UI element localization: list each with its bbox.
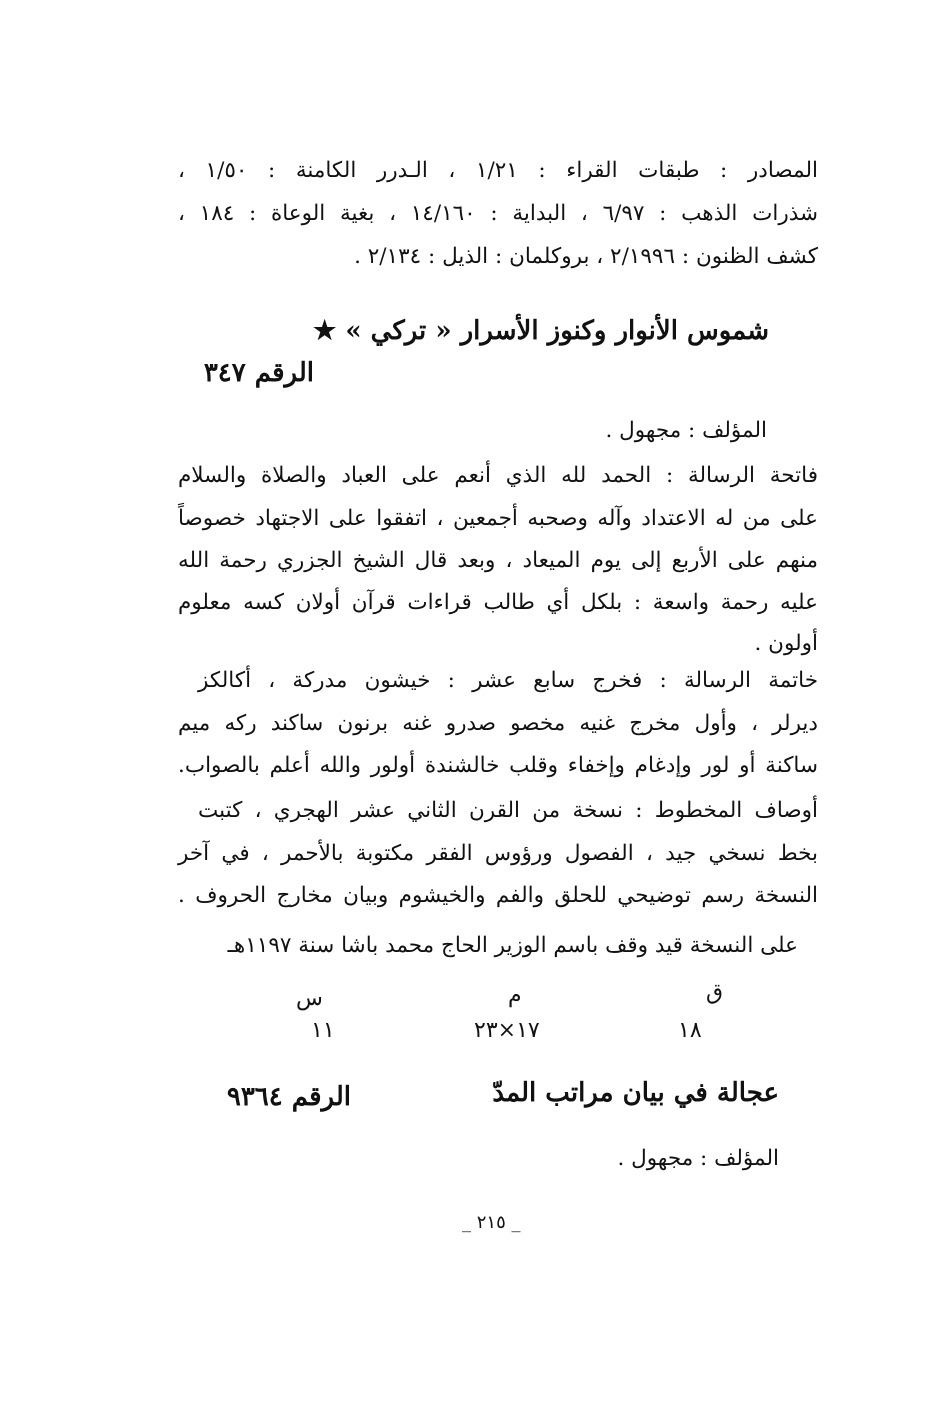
opening-line-5: أولون . — [754, 631, 818, 656]
table-value-lines: ١١ — [311, 1018, 335, 1043]
closing-line-1: خاتمة الرسالة : فخرج سابع عشر : خيشون مدركة ، أكالكز — [198, 668, 818, 693]
entry1-author: المؤلف : مجهول . — [605, 418, 767, 443]
description-line-1: أوصاف المخطوط : نسخة من القرن الثاني عشر الهجري ، كتبت — [198, 798, 818, 823]
closing-line-3: ساكنة أو لور وإدغام وإخفاء وقلب خالشندة أولور والله أعلم بالصواب. — [178, 753, 818, 778]
sources-line-3: كشف الظنون : ٢/١٩٩٦ ، بروكلمان : الذيل : ٢/١٣٤ . — [354, 244, 818, 269]
opening-line-3: منهم على الأربع إلى يوم الميعاد ، وبعد قال الشيخ الجزري رحمة الله — [178, 548, 818, 573]
endowment-note: على النسخة قيد وقف باسم الوزير الحاج محمد باشا سنة ١١٩٧هـ — [227, 933, 798, 958]
opening-line-1: فاتحة الرسالة : الحمد لله الذي أنعم على العباد والصلاة والسلام — [178, 463, 818, 488]
entry2-number: الرقم ٩٣٦٤ — [226, 1082, 351, 1112]
table-header-size: م — [508, 983, 522, 1008]
opening-line-2: على من له الاعتداد وآله وصحبه أجمعين ، اتفقوا على الاجتهاد خصوصاً — [178, 506, 818, 531]
entry2-author: المؤلف : مجهول . — [617, 1146, 779, 1171]
description-line-2: بخط نسخي جيد ، الفصول ورؤوس الفقر مكتوبة بالأحمر ، في آخر — [178, 841, 818, 866]
entry1-number: الرقم ٣٤٧ — [203, 358, 314, 388]
table-value-folios: ١٨ — [678, 1018, 702, 1043]
closing-line-2: ديرلر ، وأول مخرج غنيه مخصو صدرو غنه برنون ساكند ركه ميم — [178, 711, 818, 736]
sources-line-1: المصادر : طبقات القراء : ١/٢١ ، الـدرر الكامنة : ١/٥٠ ، — [178, 158, 818, 183]
table-value-size: ١٧×٢٣ — [474, 1018, 540, 1043]
opening-line-4: عليه رحمة واسعة : بلكل أي طالب قراءات قرآن أولان كسه معلوم — [178, 590, 818, 615]
table-header-lines: س — [296, 986, 323, 1011]
table-header-folios: ق — [706, 980, 724, 1005]
page-number: _ ٢١٥ _ — [462, 1212, 521, 1233]
entry1-title: شموس الأنوار وكنوز الأسرار « تركي » ★ — [312, 316, 769, 346]
description-line-3: النسخة رسم توضيحي للحلق والفم والخيشوم وبيان مخارج الحروف . — [178, 883, 818, 908]
entry2-title: عجالة في بيان مراتب المدّ — [492, 1078, 779, 1108]
sources-line-2: شذرات الذهب : ٦/٩٧ ، البداية : ١٤/١٦٠ ، بغية الوعاة : ١٨٤ ، — [178, 201, 819, 226]
